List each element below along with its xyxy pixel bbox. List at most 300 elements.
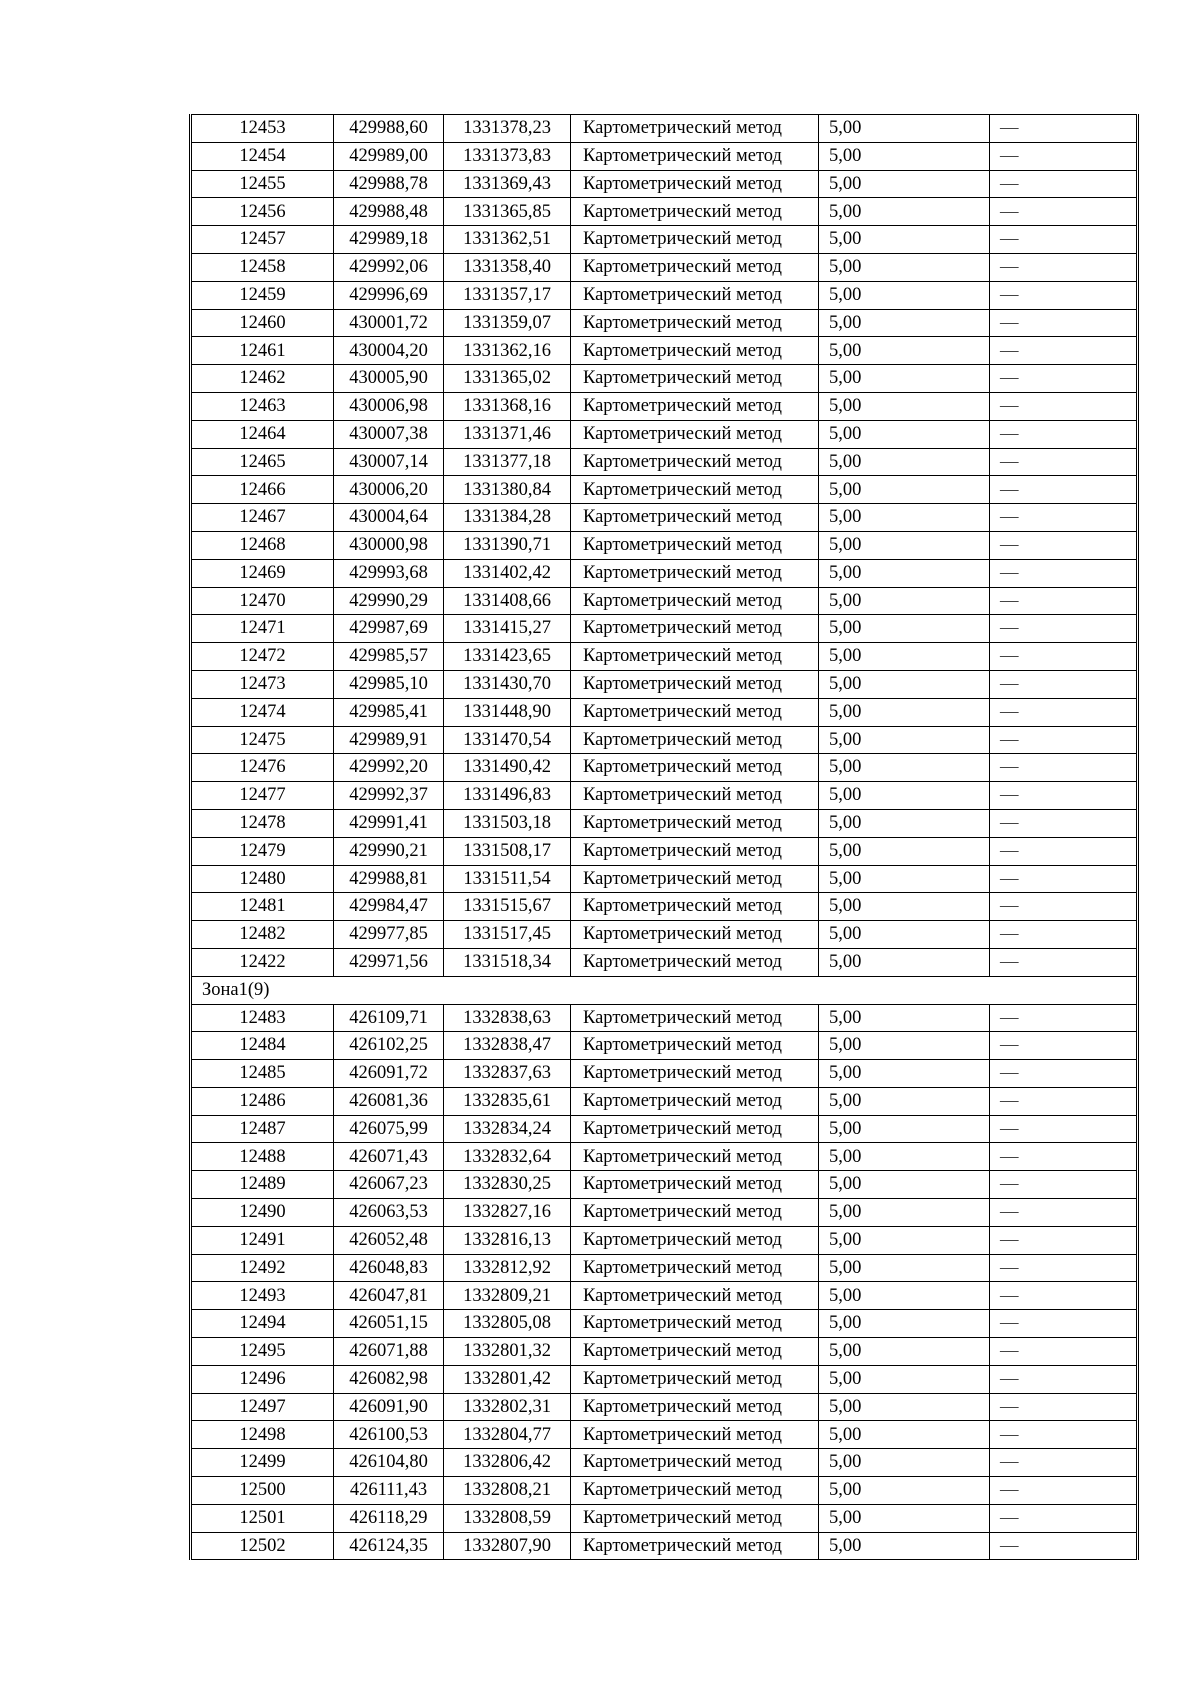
note-cell: — (990, 142, 1138, 170)
y-coordinate-cell: 1331503,18 (444, 809, 571, 837)
method-cell: Картометрический метод (571, 1115, 819, 1143)
accuracy-cell: 5,00 (819, 1143, 990, 1171)
point-number-cell: 12486 (191, 1087, 334, 1115)
table-row (191, 726, 1138, 754)
y-coordinate-cell: 1331362,16 (444, 337, 571, 365)
x-coordinate-cell: 426124,35 (334, 1532, 444, 1560)
method-cell: Картометрический метод (571, 365, 819, 393)
accuracy-cell: 5,00 (819, 1532, 990, 1560)
accuracy-cell: 5,00 (819, 253, 990, 281)
note-cell: — (990, 782, 1138, 810)
x-coordinate-cell: 429990,21 (334, 837, 444, 865)
point-number-cell: 12502 (191, 1532, 334, 1560)
note-cell: — (990, 448, 1138, 476)
method-cell: Картометрический метод (571, 698, 819, 726)
table-row (191, 1532, 1138, 1560)
y-coordinate-cell: 1331373,83 (444, 142, 571, 170)
point-number-cell: 12494 (191, 1310, 334, 1338)
method-cell: Картометрический метод (571, 1282, 819, 1310)
table-row (191, 1421, 1138, 1449)
method-cell: Картометрический метод (571, 337, 819, 365)
accuracy-cell: 5,00 (819, 1365, 990, 1393)
table-row (191, 865, 1138, 893)
y-coordinate-cell: 1331377,18 (444, 448, 571, 476)
x-coordinate-cell: 426100,53 (334, 1421, 444, 1449)
method-cell: Картометрический метод (571, 754, 819, 782)
point-number-cell: 12465 (191, 448, 334, 476)
point-number-cell: 12457 (191, 226, 334, 254)
table-row (191, 504, 1138, 532)
table-row (191, 1338, 1138, 1366)
y-coordinate-cell: 1331390,71 (444, 531, 571, 559)
accuracy-cell: 5,00 (819, 476, 990, 504)
note-cell: — (990, 893, 1138, 921)
accuracy-cell: 5,00 (819, 170, 990, 198)
x-coordinate-cell: 426075,99 (334, 1115, 444, 1143)
method-cell: Картометрический метод (571, 198, 819, 226)
zone-header-row (191, 976, 1138, 1004)
point-number-cell: 12495 (191, 1338, 334, 1366)
x-coordinate-cell: 429989,00 (334, 142, 444, 170)
accuracy-cell: 5,00 (819, 1421, 990, 1449)
point-number-cell: 12473 (191, 670, 334, 698)
table-row (191, 837, 1138, 865)
method-cell: Картометрический метод (571, 476, 819, 504)
x-coordinate-cell: 426052,48 (334, 1226, 444, 1254)
point-number-cell: 12491 (191, 1226, 334, 1254)
method-cell: Картометрический метод (571, 309, 819, 337)
point-number-cell: 12422 (191, 948, 334, 976)
note-cell: — (990, 309, 1138, 337)
table-row (191, 448, 1138, 476)
point-number-cell: 12456 (191, 198, 334, 226)
y-coordinate-cell: 1332808,21 (444, 1477, 571, 1505)
y-coordinate-cell: 1331384,28 (444, 504, 571, 532)
point-number-cell: 12460 (191, 309, 334, 337)
method-cell: Картометрический метод (571, 1254, 819, 1282)
table-row (191, 948, 1138, 976)
x-coordinate-cell: 426081,36 (334, 1087, 444, 1115)
point-number-cell: 12484 (191, 1032, 334, 1060)
table-row (191, 1254, 1138, 1282)
point-number-cell: 12468 (191, 531, 334, 559)
x-coordinate-cell: 429985,57 (334, 643, 444, 671)
point-number-cell: 12483 (191, 1004, 334, 1032)
x-coordinate-cell: 426111,43 (334, 1477, 444, 1505)
note-cell: — (990, 1226, 1138, 1254)
x-coordinate-cell: 426048,83 (334, 1254, 444, 1282)
y-coordinate-cell: 1331515,67 (444, 893, 571, 921)
y-coordinate-cell: 1331380,84 (444, 476, 571, 504)
x-coordinate-cell: 430004,64 (334, 504, 444, 532)
accuracy-cell: 5,00 (819, 754, 990, 782)
y-coordinate-cell: 1331362,51 (444, 226, 571, 254)
point-number-cell: 12501 (191, 1504, 334, 1532)
note-cell: — (990, 670, 1138, 698)
note-cell: — (990, 337, 1138, 365)
accuracy-cell: 5,00 (819, 782, 990, 810)
method-cell: Картометрический метод (571, 809, 819, 837)
table-row (191, 1171, 1138, 1199)
accuracy-cell: 5,00 (819, 1282, 990, 1310)
point-number-cell: 12464 (191, 420, 334, 448)
x-coordinate-cell: 426071,88 (334, 1338, 444, 1366)
y-coordinate-cell: 1331358,40 (444, 253, 571, 281)
point-number-cell: 12478 (191, 809, 334, 837)
y-coordinate-cell: 1332837,63 (444, 1060, 571, 1088)
method-cell: Картометрический метод (571, 1143, 819, 1171)
table-row (191, 198, 1138, 226)
method-cell: Картометрический метод (571, 1226, 819, 1254)
table-row (191, 1199, 1138, 1227)
point-number-cell: 12488 (191, 1143, 334, 1171)
note-cell: — (990, 1060, 1138, 1088)
x-coordinate-cell: 429991,41 (334, 809, 444, 837)
method-cell: Картометрический метод (571, 670, 819, 698)
method-cell: Картометрический метод (571, 921, 819, 949)
note-cell: — (990, 1282, 1138, 1310)
method-cell: Картометрический метод (571, 782, 819, 810)
point-number-cell: 12485 (191, 1060, 334, 1088)
accuracy-cell: 5,00 (819, 1477, 990, 1505)
note-cell: — (990, 1087, 1138, 1115)
point-number-cell: 12458 (191, 253, 334, 281)
method-cell: Картометрический метод (571, 893, 819, 921)
y-coordinate-cell: 1332816,13 (444, 1226, 571, 1254)
accuracy-cell: 5,00 (819, 670, 990, 698)
y-coordinate-cell: 1332802,31 (444, 1393, 571, 1421)
note-cell: — (990, 1254, 1138, 1282)
y-coordinate-cell: 1332835,61 (444, 1087, 571, 1115)
method-cell: Картометрический метод (571, 531, 819, 559)
accuracy-cell: 5,00 (819, 142, 990, 170)
table-row (191, 559, 1138, 587)
method-cell: Картометрический метод (571, 587, 819, 615)
y-coordinate-cell: 1332832,64 (444, 1143, 571, 1171)
accuracy-cell: 5,00 (819, 504, 990, 532)
note-cell: — (990, 198, 1138, 226)
accuracy-cell: 5,00 (819, 226, 990, 254)
note-cell: — (990, 504, 1138, 532)
method-cell: Картометрический метод (571, 615, 819, 643)
note-cell: — (990, 1504, 1138, 1532)
note-cell: — (990, 115, 1138, 143)
note-cell: — (990, 281, 1138, 309)
method-cell: Картометрический метод (571, 1477, 819, 1505)
y-coordinate-cell: 1331490,42 (444, 754, 571, 782)
point-number-cell: 12469 (191, 559, 334, 587)
accuracy-cell: 5,00 (819, 587, 990, 615)
x-coordinate-cell: 430007,14 (334, 448, 444, 476)
method-cell: Картометрический метод (571, 142, 819, 170)
table-row (191, 1004, 1138, 1032)
point-number-cell: 12482 (191, 921, 334, 949)
x-coordinate-cell: 426118,29 (334, 1504, 444, 1532)
note-cell: — (990, 1421, 1138, 1449)
table-row (191, 365, 1138, 393)
method-cell: Картометрический метод (571, 1199, 819, 1227)
method-cell: Картометрический метод (571, 392, 819, 420)
accuracy-cell: 5,00 (819, 448, 990, 476)
x-coordinate-cell: 430001,72 (334, 309, 444, 337)
accuracy-cell: 5,00 (819, 392, 990, 420)
point-number-cell: 12479 (191, 837, 334, 865)
accuracy-cell: 5,00 (819, 1171, 990, 1199)
x-coordinate-cell: 429990,29 (334, 587, 444, 615)
table-row (191, 1310, 1138, 1338)
point-number-cell: 12462 (191, 365, 334, 393)
accuracy-cell: 5,00 (819, 365, 990, 393)
y-coordinate-cell: 1332827,16 (444, 1199, 571, 1227)
table-row (191, 253, 1138, 281)
y-coordinate-cell: 1332801,32 (444, 1338, 571, 1366)
method-cell: Картометрический метод (571, 1087, 819, 1115)
accuracy-cell: 5,00 (819, 809, 990, 837)
point-number-cell: 12500 (191, 1477, 334, 1505)
table-row (191, 281, 1138, 309)
x-coordinate-cell: 429993,68 (334, 559, 444, 587)
point-number-cell: 12467 (191, 504, 334, 532)
method-cell: Картометрический метод (571, 115, 819, 143)
note-cell: — (990, 1171, 1138, 1199)
x-coordinate-cell: 429989,18 (334, 226, 444, 254)
y-coordinate-cell: 1332838,63 (444, 1004, 571, 1032)
note-cell: — (990, 1393, 1138, 1421)
y-coordinate-cell: 1331518,34 (444, 948, 571, 976)
x-coordinate-cell: 426051,15 (334, 1310, 444, 1338)
method-cell: Картометрический метод (571, 170, 819, 198)
accuracy-cell: 5,00 (819, 893, 990, 921)
note-cell: — (990, 809, 1138, 837)
method-cell: Картометрический метод (571, 726, 819, 754)
x-coordinate-cell: 429992,06 (334, 253, 444, 281)
point-number-cell: 12492 (191, 1254, 334, 1282)
point-number-cell: 12476 (191, 754, 334, 782)
table-row (191, 531, 1138, 559)
x-coordinate-cell: 426104,80 (334, 1449, 444, 1477)
note-cell: — (990, 921, 1138, 949)
note-cell: — (990, 1338, 1138, 1366)
method-cell: Картометрический метод (571, 1060, 819, 1088)
y-coordinate-cell: 1331423,65 (444, 643, 571, 671)
x-coordinate-cell: 429996,69 (334, 281, 444, 309)
y-coordinate-cell: 1332801,42 (444, 1365, 571, 1393)
point-number-cell: 12453 (191, 115, 334, 143)
point-number-cell: 12497 (191, 1393, 334, 1421)
point-number-cell: 12499 (191, 1449, 334, 1477)
table-row (191, 170, 1138, 198)
table-row (191, 1060, 1138, 1088)
x-coordinate-cell: 429985,41 (334, 698, 444, 726)
note-cell: — (990, 1310, 1138, 1338)
x-coordinate-cell: 430000,98 (334, 531, 444, 559)
note-cell: — (990, 1115, 1138, 1143)
y-coordinate-cell: 1331508,17 (444, 837, 571, 865)
table-row (191, 615, 1138, 643)
accuracy-cell: 5,00 (819, 1226, 990, 1254)
x-coordinate-cell: 429988,81 (334, 865, 444, 893)
method-cell: Картометрический метод (571, 1338, 819, 1366)
x-coordinate-cell: 429992,20 (334, 754, 444, 782)
accuracy-cell: 5,00 (819, 420, 990, 448)
y-coordinate-cell: 1332805,08 (444, 1310, 571, 1338)
method-cell: Картометрический метод (571, 253, 819, 281)
point-number-cell: 12470 (191, 587, 334, 615)
table-row (191, 670, 1138, 698)
x-coordinate-cell: 426082,98 (334, 1365, 444, 1393)
note-cell: — (990, 476, 1138, 504)
point-number-cell: 12463 (191, 392, 334, 420)
table-row (191, 1115, 1138, 1143)
y-coordinate-cell: 1331415,27 (444, 615, 571, 643)
table-row (191, 587, 1138, 615)
y-coordinate-cell: 1332834,24 (444, 1115, 571, 1143)
y-coordinate-cell: 1331402,42 (444, 559, 571, 587)
point-number-cell: 12477 (191, 782, 334, 810)
note-cell: — (990, 643, 1138, 671)
accuracy-cell: 5,00 (819, 1393, 990, 1421)
x-coordinate-cell: 429989,91 (334, 726, 444, 754)
accuracy-cell: 5,00 (819, 921, 990, 949)
accuracy-cell: 5,00 (819, 615, 990, 643)
x-coordinate-cell: 426109,71 (334, 1004, 444, 1032)
table-row (191, 1282, 1138, 1310)
method-cell: Картометрический метод (571, 1032, 819, 1060)
x-coordinate-cell: 430006,20 (334, 476, 444, 504)
accuracy-cell: 5,00 (819, 1254, 990, 1282)
x-coordinate-cell: 426102,25 (334, 1032, 444, 1060)
accuracy-cell: 5,00 (819, 1338, 990, 1366)
accuracy-cell: 5,00 (819, 1060, 990, 1088)
accuracy-cell: 5,00 (819, 309, 990, 337)
point-number-cell: 12455 (191, 170, 334, 198)
table-body (191, 115, 1138, 1560)
x-coordinate-cell: 426071,43 (334, 1143, 444, 1171)
x-coordinate-cell: 426091,72 (334, 1060, 444, 1088)
point-number-cell: 12487 (191, 1115, 334, 1143)
point-number-cell: 12490 (191, 1199, 334, 1227)
x-coordinate-cell: 429988,48 (334, 198, 444, 226)
y-coordinate-cell: 1331371,46 (444, 420, 571, 448)
y-coordinate-cell: 1331496,83 (444, 782, 571, 810)
y-coordinate-cell: 1331511,54 (444, 865, 571, 893)
accuracy-cell: 5,00 (819, 1115, 990, 1143)
accuracy-cell: 5,00 (819, 337, 990, 365)
method-cell: Картометрический метод (571, 1504, 819, 1532)
table-row (191, 754, 1138, 782)
y-coordinate-cell: 1331430,70 (444, 670, 571, 698)
table-row (191, 643, 1138, 671)
point-number-cell: 12496 (191, 1365, 334, 1393)
y-coordinate-cell: 1331408,66 (444, 587, 571, 615)
table-row (191, 337, 1138, 365)
x-coordinate-cell: 429985,10 (334, 670, 444, 698)
accuracy-cell: 5,00 (819, 1504, 990, 1532)
y-coordinate-cell: 1331369,43 (444, 170, 571, 198)
y-coordinate-cell: 1332807,90 (444, 1532, 571, 1560)
table-row (191, 1087, 1138, 1115)
y-coordinate-cell: 1331368,16 (444, 392, 571, 420)
x-coordinate-cell: 429987,69 (334, 615, 444, 643)
x-coordinate-cell: 426063,53 (334, 1199, 444, 1227)
method-cell: Картометрический метод (571, 865, 819, 893)
accuracy-cell: 5,00 (819, 726, 990, 754)
note-cell: — (990, 1477, 1138, 1505)
accuracy-cell: 5,00 (819, 643, 990, 671)
x-coordinate-cell: 426047,81 (334, 1282, 444, 1310)
x-coordinate-cell: 430004,20 (334, 337, 444, 365)
point-number-cell: 12480 (191, 865, 334, 893)
point-number-cell: 12489 (191, 1171, 334, 1199)
accuracy-cell: 5,00 (819, 948, 990, 976)
table-row (191, 1032, 1138, 1060)
table-row (191, 698, 1138, 726)
table-row (191, 1393, 1138, 1421)
x-coordinate-cell: 430007,38 (334, 420, 444, 448)
point-number-cell: 12459 (191, 281, 334, 309)
x-coordinate-cell: 426067,23 (334, 1171, 444, 1199)
note-cell: — (990, 865, 1138, 893)
table-row (191, 1504, 1138, 1532)
table-row (191, 142, 1138, 170)
accuracy-cell: 5,00 (819, 115, 990, 143)
note-cell: — (990, 531, 1138, 559)
x-coordinate-cell: 429977,85 (334, 921, 444, 949)
x-coordinate-cell: 430006,98 (334, 392, 444, 420)
y-coordinate-cell: 1332812,92 (444, 1254, 571, 1282)
accuracy-cell: 5,00 (819, 1032, 990, 1060)
table-row (191, 1365, 1138, 1393)
coordinates-table (189, 114, 1139, 1560)
table-row (191, 309, 1138, 337)
note-cell: — (990, 170, 1138, 198)
method-cell: Картометрический метод (571, 1449, 819, 1477)
note-cell: — (990, 948, 1138, 976)
note-cell: — (990, 1004, 1138, 1032)
note-cell: — (990, 1449, 1138, 1477)
accuracy-cell: 5,00 (819, 198, 990, 226)
method-cell: Картометрический метод (571, 226, 819, 254)
note-cell: — (990, 698, 1138, 726)
x-coordinate-cell: 429971,56 (334, 948, 444, 976)
zone-label: Зона1(9) (191, 976, 1138, 1004)
y-coordinate-cell: 1331357,17 (444, 281, 571, 309)
accuracy-cell: 5,00 (819, 837, 990, 865)
point-number-cell: 12472 (191, 643, 334, 671)
method-cell: Картометрический метод (571, 448, 819, 476)
note-cell: — (990, 587, 1138, 615)
note-cell: — (990, 837, 1138, 865)
accuracy-cell: 5,00 (819, 1004, 990, 1032)
y-coordinate-cell: 1331378,23 (444, 115, 571, 143)
x-coordinate-cell: 429988,60 (334, 115, 444, 143)
note-cell: — (990, 726, 1138, 754)
method-cell: Картометрический метод (571, 837, 819, 865)
note-cell: — (990, 1532, 1138, 1560)
table-row (191, 1143, 1138, 1171)
y-coordinate-cell: 1331359,07 (444, 309, 571, 337)
point-number-cell: 12481 (191, 893, 334, 921)
note-cell: — (990, 1365, 1138, 1393)
note-cell: — (990, 253, 1138, 281)
x-coordinate-cell: 430005,90 (334, 365, 444, 393)
method-cell: Картометрический метод (571, 1421, 819, 1449)
table-row (191, 392, 1138, 420)
note-cell: — (990, 1199, 1138, 1227)
method-cell: Картометрический метод (571, 559, 819, 587)
note-cell: — (990, 1143, 1138, 1171)
method-cell: Картометрический метод (571, 420, 819, 448)
